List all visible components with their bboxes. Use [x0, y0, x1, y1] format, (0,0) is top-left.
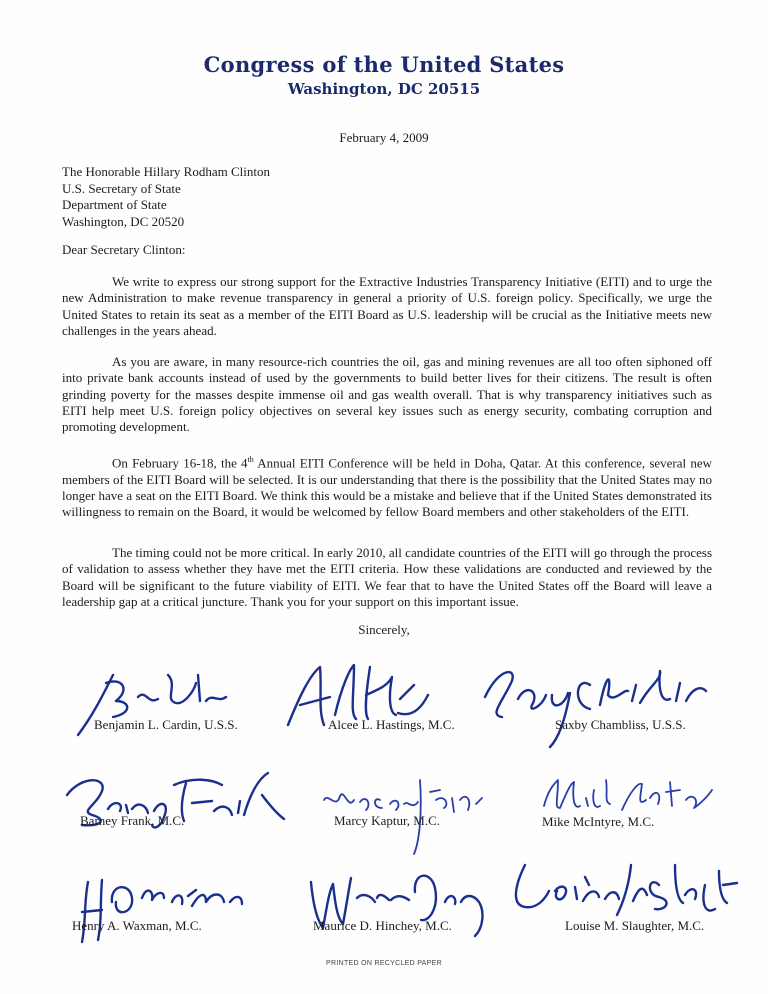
- ordinal-suffix: th: [247, 455, 254, 464]
- handwritten-signature-hinchey: [305, 862, 515, 952]
- signature-waxman: [72, 862, 282, 952]
- paragraph-3-text-start: On February 16-18, the 4: [112, 455, 248, 471]
- signature-name-waxman: Henry A. Waxman, M.C.: [72, 918, 202, 933]
- signature-hastings: [280, 655, 480, 745]
- signature-kaptur: [300, 770, 520, 860]
- signature-name-hastings: Alcee L. Hastings, M.C.: [328, 717, 455, 732]
- recycled-paper-footer: PRINTED ON RECYCLED PAPER: [326, 960, 442, 967]
- recipient-name: The Honorable Hillary Rodham Clinton: [62, 164, 270, 179]
- letterhead-title: Congress of the United States: [203, 52, 565, 77]
- signature-chambliss: [480, 655, 750, 745]
- handwritten-signature-frank: [62, 765, 292, 845]
- signature-frank: [62, 765, 292, 845]
- recipient-department: Department of State: [62, 197, 167, 212]
- signature-name-hinchey: Maurice D. Hinchey, M.C.: [313, 918, 452, 933]
- paragraph-4-text: The timing could not be more critical. In early 2010, all candidate countries of the EITI will go through the process of validation to assess whether they have met the EITI criteria. How these validations are conducted and reviewed by the Board will be significant to the future viability of EITI. We fear that to have the United States off the Board will leave a leadership gap at a critical juncture. Thank you for your support on this important issue.: [62, 545, 712, 609]
- paragraph-1: [62, 274, 712, 339]
- signature-name-mcintyre: Mike McIntyre, M.C.: [542, 814, 655, 829]
- signature-name-frank: Barney Frank, M.C.: [80, 813, 185, 828]
- paragraph-2: [62, 354, 712, 435]
- paragraph-3-text-rest: Annual EITI Conference will be held in Doha, Qatar. At this conference, several new members of the EITI Board will be selected. It is our understanding that there is the possibility that the United States may no longer have a seat on the EITI Board. We think this would be a mistake and believe that if the United States demonstrated its willingness to remain on the Board, it would be welcomed by fellow Board members and other stakeholders of the EITI.: [62, 455, 712, 520]
- signature-name-kaptur: Marcy Kaptur, M.C.: [334, 813, 440, 828]
- signature-slaughter: [505, 855, 755, 945]
- letterhead-location: Washington, DC 20515: [287, 80, 481, 98]
- paragraph-3: [62, 452, 712, 521]
- recipient-city: Washington, DC 20520: [62, 213, 185, 229]
- paragraph-4: [62, 545, 712, 610]
- salutation: Dear Secretary Clinton:: [62, 242, 186, 257]
- recipient-title: U.S. Secretary of State: [62, 180, 181, 196]
- signature-name-slaughter: Louise M. Slaughter, M.C.: [565, 918, 705, 933]
- signature-hinchey: [305, 862, 515, 952]
- signature-mcintyre: [530, 770, 730, 850]
- paragraph-2-text: As you are aware, in many resource-rich countries the oil, gas and mining revenues are all too often siphoned off into private bank accounts instead of used by the governments to build better lives for their citizens. The result is often grinding poverty for the masses despite immense oil and gas wealth overall. That is why transparency initiatives such as EITI help meet U.S. foreign policy objectives on several key issues such as energy security, combating corruption and promoting development.: [62, 354, 712, 435]
- handwritten-signature-waxman: [72, 862, 282, 952]
- handwritten-signature-mcintyre: [530, 770, 730, 850]
- signature-name-chambliss: Saxby Chambliss, U.S.S.: [555, 717, 686, 732]
- paragraph-1-text: We write to express our strong support for the Extractive Industries Transparency Initiative (EITI) and to urge the new Administration to make revenue transparency in general a priority of U.S. foreign policy. Specifically, we urge the United States to retain its seat as a member of the EITI Board as U.S. leadership will be crucial as the Initiative meets new challenges in the years ahead.: [62, 274, 712, 338]
- recipient-address-block: [62, 164, 270, 230]
- letter-date: February 4, 2009: [339, 130, 429, 145]
- closing: Sincerely,: [358, 622, 410, 637]
- signature-name-cardin: Benjamin L. Cardin, U.S.S.: [94, 717, 238, 732]
- signature-cardin: [68, 655, 268, 745]
